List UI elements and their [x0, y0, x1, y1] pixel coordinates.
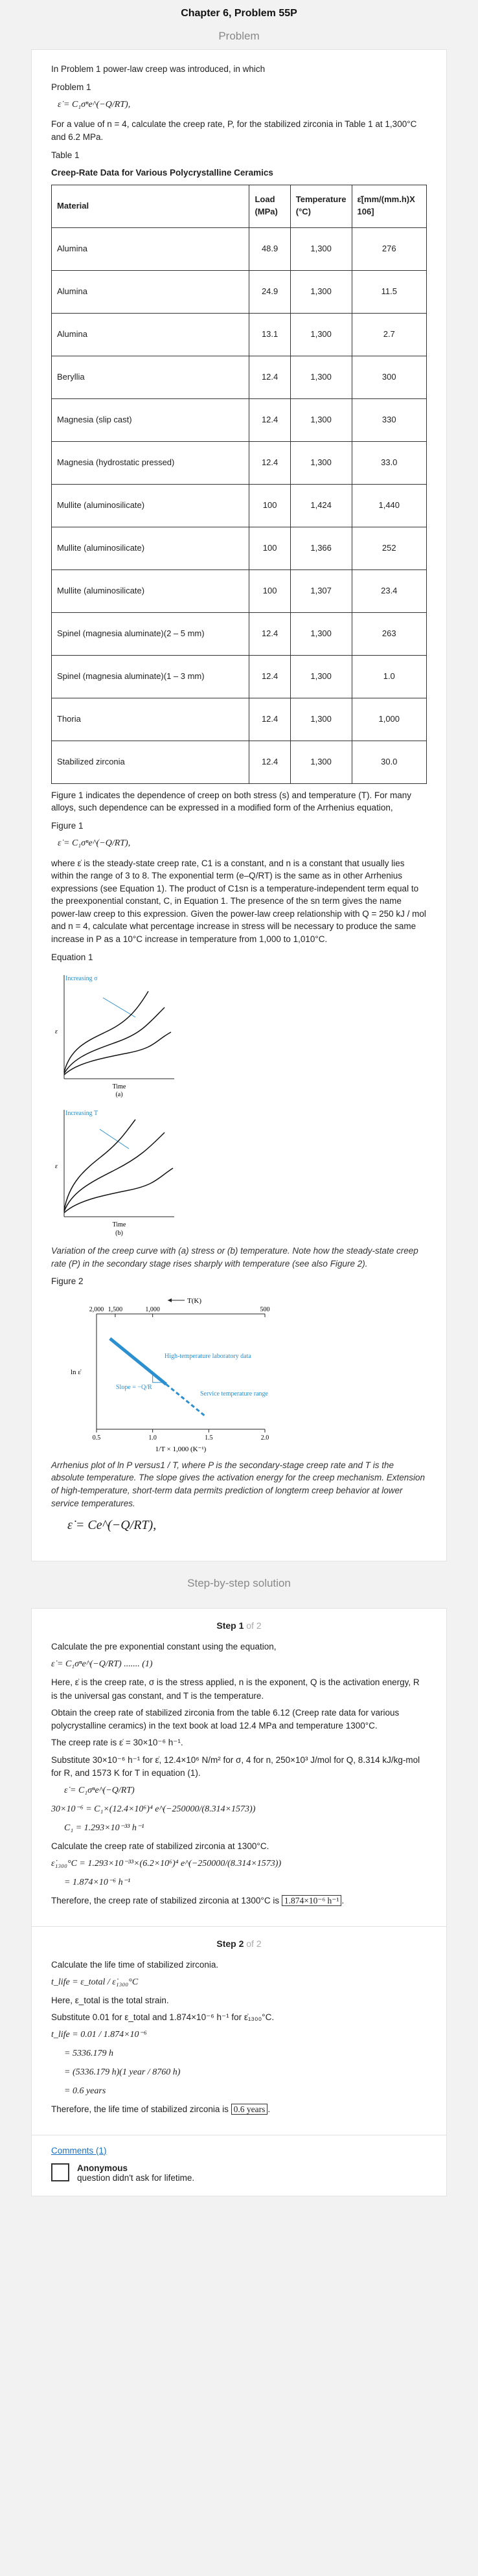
problem-card: [31, 49, 447, 1561]
equation1-label: Equation 1: [51, 952, 93, 962]
comments-link[interactable]: Comments (1): [51, 2145, 107, 2156]
annotation-slope: Slope = −Q/R: [116, 1383, 152, 1391]
intro-text: In Problem 1 power-law creep was introduced, in which: [51, 64, 266, 74]
step2-line2: Here, ε_total is the total strain.: [51, 1995, 169, 2005]
graph-b-curve-label: Increasing T: [65, 1110, 98, 1118]
step2-line3: Substitute 0.01 for ε_total and 1.874×10⁻⁶ h⁻¹ for ε̇₁₃₀₀°C.: [51, 2012, 275, 2023]
table-cell: 12.4: [249, 741, 290, 783]
table-cell: 23.4: [352, 569, 426, 612]
step1-calc3: C₁ = 1.293×10⁻³³ h⁻¹: [64, 1823, 144, 1834]
table-label: Table 1: [51, 150, 80, 160]
table-row: [52, 356, 427, 398]
problem-label: Problem: [218, 30, 260, 42]
table-cell: Alumina: [52, 270, 249, 313]
table-cell: Magnesia (hydrostatic pressed): [52, 441, 249, 484]
x-tick-label: 1.5: [205, 1434, 213, 1442]
step2-line1: Calculate the life time of stabilized zirconia.: [51, 1959, 219, 1970]
step2-section: [32, 1927, 446, 2135]
chart-xlabel: 1/T × 1,000 (K⁻¹): [155, 1445, 207, 1453]
table-cell: 2.7: [352, 313, 426, 356]
step1-conclusion-line: Therefore, the creep rate of stabilized zirconia at 1300°C is 1.874×10⁻⁶ h⁻¹ .: [51, 1896, 345, 1906]
step1-eq1: ε̇ = C₁σⁿe^(−Q/RT) ....... (1): [51, 1659, 153, 1670]
table-cell: Magnesia (slip cast): [52, 398, 249, 441]
step1-calc5: = 1.874×10⁻⁶ h⁻¹: [64, 1878, 131, 1888]
x-tick-label: 0.5: [92, 1434, 101, 1442]
table-cell: 13.1: [249, 313, 290, 356]
step1-conclusion: Therefore, the creep rate of stabilized zirconia at 1300°C is: [51, 1896, 280, 1906]
graph-b-sublabel: (b): [115, 1230, 123, 1237]
top-tick-label: 2,000: [89, 1305, 104, 1313]
table-row: [52, 569, 427, 612]
table-row: [52, 441, 427, 484]
step2-title: Step 2: [216, 1938, 244, 1949]
table-cell: 1,300: [290, 698, 352, 741]
step1-calc4: ε̇₁₃₀₀°C = 1.293×10⁻³³×(6.2×10⁶)⁴ e^(−250000/(8.314×1573)): [51, 1859, 282, 1869]
table-cell: Spinel (magnesia aluminate)(1 – 3 mm): [52, 655, 249, 698]
table-row: [52, 612, 427, 655]
avatar: [51, 2163, 69, 2181]
explanation-text: where ε̇ is the steady-state creep rate, C1 is a constant, and n is a constant that usually lies within the range of 3 to 8. The exponential term (e–Q/RT) is the same as in other Arrhenius expressions (see Equation 1). The product of C1sn is a temperature-independent term equal to the preexponential constant, C, in Equation 1. The presence of the sn term gives the name power-law creep to this expression. Given the power-law creep relationship with Q = 250 kJ / mol and n = 4, calculate what percentage increase in stress will be necessary to produce the same increase in P as a 10°C increase in temperature from 1,000 to 1,010°C.: [51, 858, 426, 945]
table-row: [52, 313, 427, 356]
figure-caption-1: Variation of the creep curve with (a) stress or (b) temperature. Note how the steady-state creep rate (P) in the secondary stage rises sharply with temperature (see also Figure 2).: [51, 1246, 418, 1269]
table-cell: 1,300: [290, 441, 352, 484]
step1-line4: The creep rate is ε̇ = 30×10⁻⁶ h⁻¹.: [51, 1738, 183, 1748]
table-row: [52, 698, 427, 741]
step2-conclusion: Therefore, the life time of stabilized zirconia is: [51, 2104, 229, 2115]
table-cell: Mullite (aluminosilicate): [52, 484, 249, 527]
table-cell: 1,366: [290, 527, 352, 569]
figure2-label: Figure 2: [51, 1276, 84, 1287]
arrhenius-equation: ε̇ = C₁σⁿe^(−Q/RT),: [58, 838, 131, 849]
creep-graph-temperature: [51, 1103, 181, 1239]
table-cell: 12.4: [249, 356, 290, 398]
chart-ylabel: ln ε̇: [71, 1368, 81, 1376]
table-cell: Mullite (aluminosilicate): [52, 527, 249, 569]
table-cell: 263: [352, 612, 426, 655]
graph-a-ylabel: ε: [55, 1028, 58, 1036]
step1-heading: [51, 1619, 427, 1633]
table-cell: 1,440: [352, 484, 426, 527]
table-cell: 1,300: [290, 270, 352, 313]
x-tick-label: 2.0: [260, 1434, 269, 1442]
annotation-service-range: Service temperature range: [200, 1390, 268, 1397]
step1-of: of 2: [246, 1620, 262, 1631]
step2-calc3: = (5336.179 h)(1 year / 8760 h): [64, 2067, 181, 2078]
header-temperature: Temperature (°C): [290, 185, 352, 227]
step1-title: Step 1: [216, 1620, 244, 1631]
step2-calc2: = 5336.179 h: [64, 2049, 113, 2059]
comment-author: Anonymous: [77, 2163, 128, 2173]
table-cell: Alumina: [52, 313, 249, 356]
table-title: Creep-Rate Data for Various Polycrystalline Ceramics: [51, 168, 273, 178]
step2-answer: 0.6 years: [231, 2104, 268, 2115]
x-tick-label: 1.0: [148, 1434, 157, 1442]
figure-caption-2: Arrhenius plot of ln P versus1 / T, where P is the secondary-stage creep rate and T is the absolute temperature. The slope gives the activation energy for the creep mechanism. Extension of high-temperature, short-term data permits prediction of longterm creep behavior at lower service temperatures.: [51, 1460, 426, 1508]
table-cell: 12.4: [249, 398, 290, 441]
figure1-intro: Figure 1 indicates the dependence of creep on both stress (s) and temperature (T). For many alloys, such dependence can be expressed in a modified form of the Arrhenius equation,: [51, 790, 412, 813]
table-cell: 12.4: [249, 612, 290, 655]
task-text: For a value of n = 4, calculate the creep rate, P, for the stabilized zirconia in Table 1 at 1,300°C and 6.2 MPa.: [51, 119, 417, 142]
table-cell: 11.5: [352, 270, 426, 313]
step1-answer: 1.874×10⁻⁶ h⁻¹: [282, 1895, 342, 1906]
problem1-label: Problem 1: [51, 82, 91, 92]
table-cell: 1,300: [290, 741, 352, 783]
table-cell: 252: [352, 527, 426, 569]
step2-calc4: = 0.6 years: [64, 2086, 106, 2097]
step2-eq1: t_life = ε_total / ε̇₁₃₀₀°C: [51, 1977, 139, 1987]
step1-line6: Calculate the creep rate of stabilized zirconia at 1300°C.: [51, 1841, 269, 1852]
table-cell: 1,300: [290, 612, 352, 655]
graph-a-sublabel: (a): [115, 1091, 123, 1099]
table-cell: Stabilized zirconia: [52, 741, 249, 783]
table-cell: 1,424: [290, 484, 352, 527]
step1-line5: Substitute 30×10⁻⁶ h⁻¹ for ε̇, 12.4×10⁶ N/m² for σ, 4 for n, 250×10³ J/mol for Q, 8.314 kJ/kg-mol for R, and 1573 K for T in equation (1).: [51, 1754, 420, 1778]
graph-b-xlabel: Time: [112, 1221, 126, 1229]
table-cell: 1,300: [290, 313, 352, 356]
page-title: Chapter 6, Problem 55P: [181, 8, 297, 19]
table-cell: 100: [249, 569, 290, 612]
table-cell: Mullite (aluminosilicate): [52, 569, 249, 612]
step1-line1: Calculate the pre exponential constant using the equation,: [51, 1642, 277, 1652]
table-cell: 1,300: [290, 655, 352, 698]
table-cell: 300: [352, 356, 426, 398]
arrhenius-chart: [58, 1293, 271, 1455]
table-cell: 1,300: [290, 356, 352, 398]
chart-top-axis-label: T(K): [187, 1296, 201, 1305]
header-load: Load (MPa): [249, 185, 290, 227]
table-cell: 276: [352, 227, 426, 270]
table-cell: 330: [352, 398, 426, 441]
comments-section: [32, 2135, 446, 2196]
table-row: [52, 484, 427, 527]
step1-line2: Here, ε̇ is the creep rate, σ is the stress applied, n is the exponent, Q is the activation energy, R is the universal gas constant, and T is the temperature.: [51, 1677, 420, 1701]
comment-item: [51, 2163, 427, 2183]
table-cell: 12.4: [249, 698, 290, 741]
table-cell: 12.4: [249, 655, 290, 698]
creep-graph-stress: [51, 969, 181, 1098]
table-cell: 24.9: [249, 270, 290, 313]
table-cell: 12.4: [249, 441, 290, 484]
table-cell: Beryllia: [52, 356, 249, 398]
step2-calc1: t_life = 0.01 / 1.874×10⁻⁶: [51, 2030, 147, 2040]
header-material: Material: [52, 185, 249, 227]
table-cell: 30.0: [352, 741, 426, 783]
table-cell: Alumina: [52, 227, 249, 270]
step2-heading: [51, 1937, 427, 1951]
step1-calc1: ε̇ = C₁σⁿe^(−Q/RT): [64, 1786, 135, 1796]
step2-of: of 2: [246, 1938, 262, 1949]
table-cell: 1,300: [290, 398, 352, 441]
step1-section: [32, 1609, 446, 1926]
annotation-lab-data: High-temperature laboratory data: [165, 1352, 251, 1360]
table-cell: 33.0: [352, 441, 426, 484]
table-cell: 1,000: [352, 698, 426, 741]
power-law-equation: ε̇ = C₁σⁿe^(−Q/RT),: [58, 100, 131, 110]
table-cell: 1,300: [290, 227, 352, 270]
table-cell: 100: [249, 527, 290, 569]
graph-b-ylabel: ε: [55, 1163, 58, 1171]
solution-card: [31, 1608, 447, 2196]
table-row: [52, 741, 427, 783]
table-cell: 1,307: [290, 569, 352, 612]
step1-line3: Obtain the creep rate of stabilized zirconia from the table 6.12 (Creep rate data for various polycrystalline ceramics) in the text book at load 12.4 MPa and temperature 1300°C.: [51, 1707, 400, 1731]
figure1-label: Figure 1: [51, 820, 84, 831]
graph-a-xlabel: Time: [112, 1083, 126, 1091]
header-creep-rate: ε̇[mm/(mm.h)X 106]: [352, 185, 426, 227]
top-tick-label: 1,000: [145, 1305, 160, 1313]
table-row: [52, 270, 427, 313]
table-row: [52, 398, 427, 441]
table-row: [52, 655, 427, 698]
step1-calc2: 30×10⁻⁶ = C₁×(12.4×10⁶)⁴ e^(−250000/(8.314×1573)): [51, 1804, 256, 1815]
table-row: [52, 527, 427, 569]
comment-text: question didn't ask for lifetime.: [77, 2172, 195, 2183]
step2-conclusion-line: Therefore, the life time of stabilized zirconia is 0.6 years .: [51, 2104, 271, 2115]
table-cell: 100: [249, 484, 290, 527]
table-cell: 1.0: [352, 655, 426, 698]
table-cell: Spinel (magnesia aluminate)(2 – 5 mm): [52, 612, 249, 655]
creep-rate-table: [51, 185, 427, 784]
table-row: [52, 227, 427, 270]
table-cell: Thoria: [52, 698, 249, 741]
solution-label: Step-by-step solution: [187, 1577, 291, 1590]
table-cell: 48.9: [249, 227, 290, 270]
top-tick-label: 1,500: [108, 1305, 123, 1313]
top-tick-label: 500: [260, 1305, 270, 1313]
graph-a-curve-label: Increasing σ: [65, 975, 98, 983]
final-equation: ε̇ = Ce^(−Q/RT),: [67, 1518, 157, 1533]
